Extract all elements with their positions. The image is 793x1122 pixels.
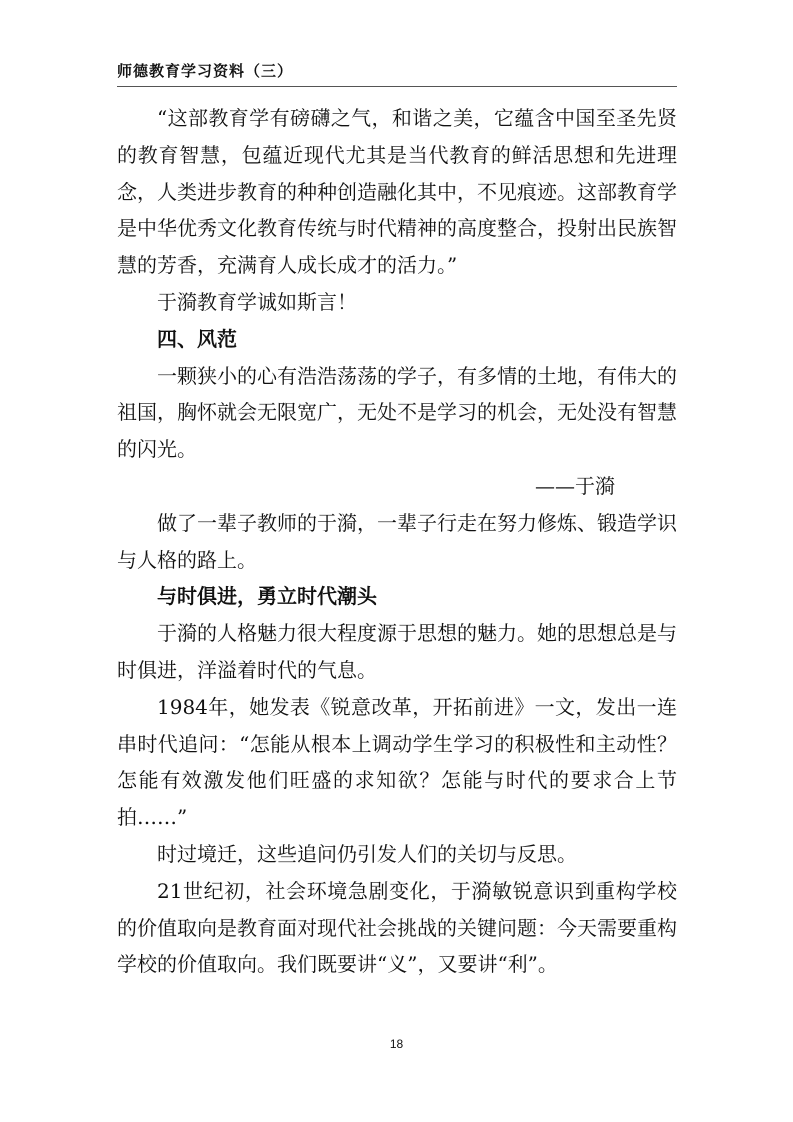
running-header: 师德教育学习资料（三） [117, 62, 294, 80]
quote-attribution: ——于漪 [535, 473, 615, 498]
paragraph-1984: 1984年，她发表《锐意改革，开拓前进》一文，发出一连串时代追问：“怎能从根本上调动学生学习的积极性和主动性？怎能有效激发他们旺盛的求知欲？怎能与时代的要求合上节拍……” [117, 694, 677, 830]
paragraph-quote-evaluation: “这部教育学有磅礴之气，和谐之美，它蕴含中国至圣先贤的教育智慧，包蕴近现代尤其是当代教育的鲜活思想和先进理念，人类进步教育的种种创造融化其中，不见痕迹。这部教育学是中华优秀文化教育传统与时代精神的高度整合，投射出民族智慧的芳香，充满育人成长成才的活力。” [117, 106, 677, 278]
page-body [117, 100, 677, 983]
paragraph-after-quote: 做了一辈子教师的于漪，一辈子行走在努力修炼、锻造学识与人格的路上。 [117, 510, 677, 572]
paragraph-21st-century: 21世纪初，社会环境急剧变化，于漪敏锐意识到重构学校的价值取向是教育面对现代社会挑战的关键问题：今天需要重构学校的价值取向。我们既要讲“义”，又要讲“利”。 [117, 878, 677, 977]
page-number: 18 [389, 1037, 404, 1051]
subsection-heading: 与时俱进，勇立时代潮头 [157, 584, 377, 609]
paragraph-quote: 一颗狭小的心有浩浩荡荡的学子，有多情的土地，有伟大的祖国，胸怀就会无限宽广，无处不是学习的机会，无处没有智慧的闪光。 [117, 363, 677, 462]
paragraph-charm: 于漪的人格魅力很大程度源于思想的魅力。她的思想总是与时俱进，洋溢着时代的气息。 [117, 621, 677, 682]
header-rule [117, 86, 677, 87]
paragraph-conclusion: 于漪教育学诚如斯言！ [157, 289, 357, 314]
paragraph-reflection: 时过境迁，这些追问仍引发人们的关切与反思。 [157, 841, 577, 866]
section-heading: 四、风范 [157, 326, 237, 351]
